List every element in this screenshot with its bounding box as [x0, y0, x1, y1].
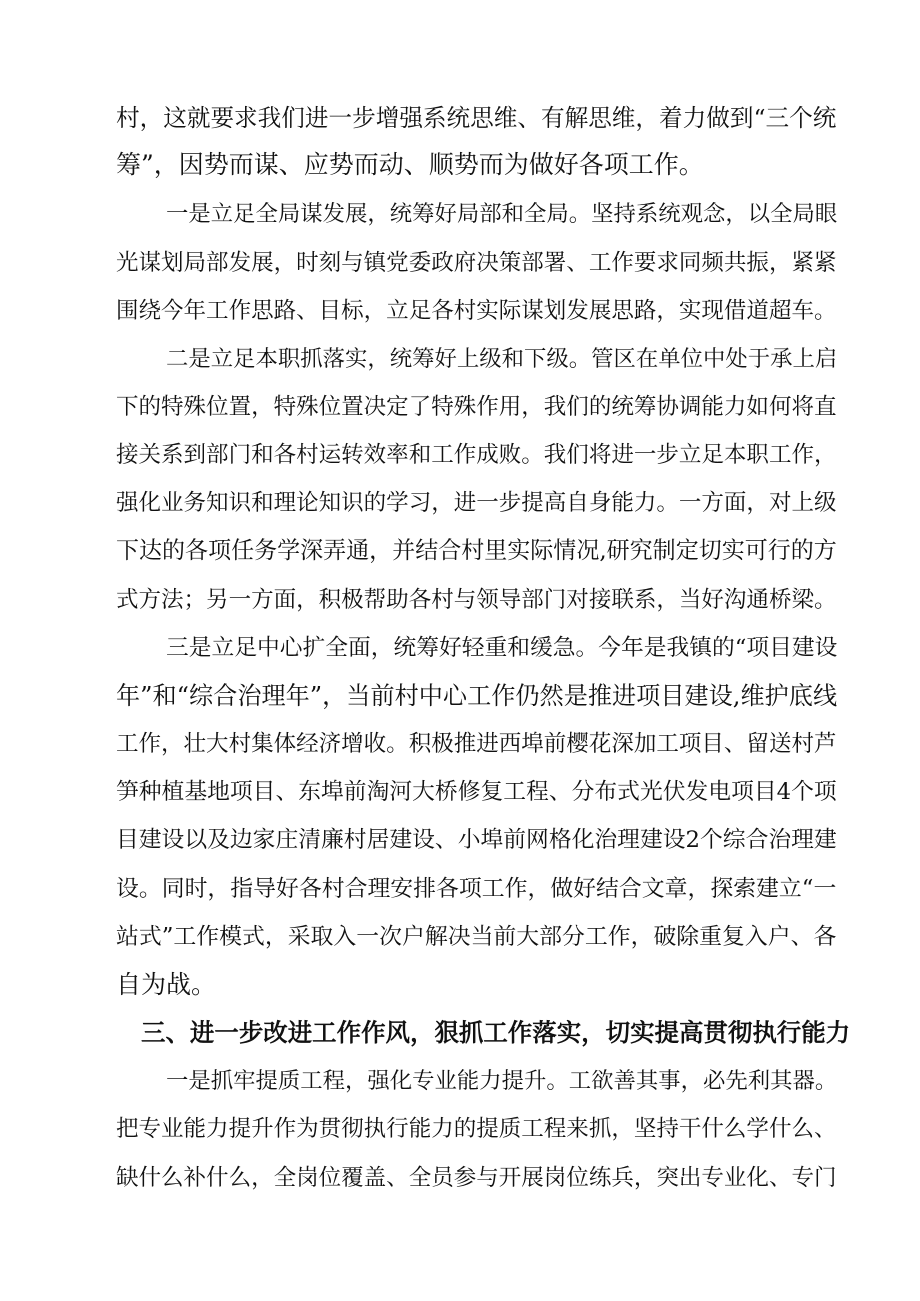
- paragraph-first-line: 一是抓牢提质工程，强化专业能力提升。工欲善其事，必先利其器。: [166, 1068, 838, 1094]
- text-line: 站式”工作模式，采取入一次户解决当前大部分工作，破除重复入户、各: [116, 924, 837, 950]
- text-line: 下的特殊位置，特殊位置决定了特殊作用，我们的统筹协调能力如何将直: [116, 394, 837, 420]
- text-line: 工作，壮大村集体经济增收。积极推进西埠前樱花深加工项目、留送村芦: [116, 731, 837, 757]
- text-line: 光谋划局部发展，时刻与镇党委政府决策部署、工作要求同频共振，紧紧: [116, 250, 837, 276]
- text-line: 笋种植基地项目、东埠前淘河大桥修复工程、分布式光伏发电项目4个项: [116, 779, 837, 805]
- text-line: 围绕今年工作思路、目标，立足各村实际谋划发展思路，实现借道超车。: [116, 298, 837, 324]
- text-line: 把专业能力提升作为贯彻执行能力的提质工程来抓，坚持干什么学什么、: [116, 1116, 837, 1142]
- text-line: 筹”，因势而谋、应势而动、顺势而为做好各项工作。: [116, 150, 704, 179]
- text-line: 强化业务知识和理论知识的学习，进一步提高自身能力。一方面，对上级: [116, 490, 837, 516]
- text-line: 下达的各项任务学深弄通，并结合村里实际情况,研究制定切实可行的方: [116, 538, 837, 564]
- text-line: 自为战。: [116, 970, 217, 999]
- text-line: 村，这就要求我们进一步增强系统思维、有解思维，着力做到“三个统: [116, 104, 837, 132]
- text-line: 目建设以及边家庄清廉村居建设、小埠前网格化治理建设2个综合治理建: [116, 827, 837, 853]
- paragraph-first-line: 一是立足全局谋发展，统筹好局部和全局。坚持系统观念，以全局眼: [166, 201, 838, 227]
- text-line: 式方法；另一方面，积极帮助各村与领导部门对接联系，当好沟通桥梁。: [116, 587, 837, 613]
- text-line: 年”和“综合治理年”，当前村中心工作仍然是推进项目建设,维护底线: [116, 682, 838, 710]
- text-line: 设。同时，指导好各村合理安排各项工作，做好结合文章，探索建立“一: [116, 876, 837, 902]
- text-line: 接关系到部门和各村运转效率和工作成败。我们将进一步立足本职工作，: [116, 442, 837, 468]
- section-heading: 三、进一步改进工作作风，狠抓工作落实，切实提高贯彻执行能力: [141, 1018, 851, 1047]
- text-line: 缺什么补什么，全岗位覆盖、全员参与开展岗位练兵，突出专业化、专门: [116, 1165, 837, 1191]
- paragraph-first-line: 三是立足中心扩全面，统筹好轻重和缓急。今年是我镇的“项目建设: [166, 635, 838, 661]
- paragraph-first-line: 二是立足本职抓落实，统筹好上级和下级。管区在单位中处于承上启: [166, 346, 838, 372]
